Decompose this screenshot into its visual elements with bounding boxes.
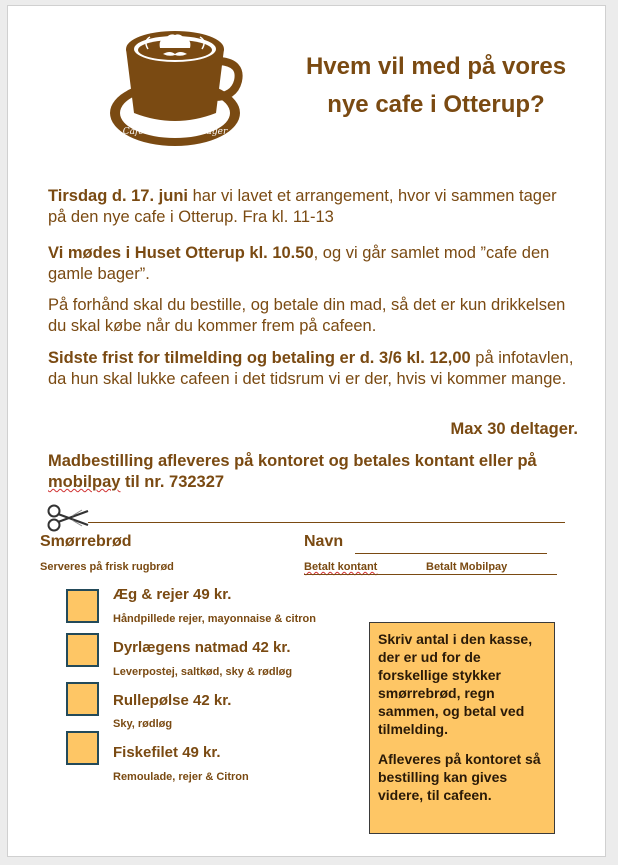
paragraph-prepay: På forhånd skal du bestille, og betale din mad, så det er kun drikkelsen du skal købe når du kommer frem på cafeen. bbox=[48, 296, 566, 335]
max-participants: Max 30 deltager. bbox=[450, 420, 578, 438]
form-subheading: Serveres på frisk rugbrød bbox=[40, 561, 174, 573]
paid-cash-label: Betalt kontant bbox=[304, 561, 378, 573]
paid-line bbox=[304, 574, 557, 575]
order-instructions bbox=[48, 451, 578, 493]
qty-box-rullepoelse[interactable] bbox=[66, 682, 99, 716]
item-title: Dyrlægens natmad 42 kr. bbox=[113, 639, 291, 656]
qty-box-fiskefilet[interactable] bbox=[66, 731, 99, 765]
item-desc: Sky, rødløg bbox=[113, 718, 173, 730]
title-line-2: nye cafe i Otterup? bbox=[327, 91, 545, 118]
instructions-note bbox=[369, 622, 555, 834]
order-text-a: Madbestilling afleveres på kontoret og betales kontant eller på bbox=[48, 452, 537, 470]
date-rest: har vi lavet et arrangement, hvor vi sammen tager på den nye cafe i Otterup. Fra kl. 11-13 bbox=[48, 187, 557, 226]
deadline-rest: på infotavlen, da hun skal lukke cafeen i det tidsrum vi er der, hvis vi kommer mange. bbox=[48, 349, 574, 388]
qty-box-aeg-rejer[interactable] bbox=[66, 589, 99, 623]
item-title: Æg & rejer 49 kr. bbox=[113, 586, 232, 603]
document-page bbox=[7, 5, 606, 857]
scissors-icon bbox=[46, 502, 90, 534]
meeting-bold: Vi mødes i Huset Otterup kl. 10.50 bbox=[48, 244, 314, 262]
form-heading: Smørrebrød bbox=[40, 533, 132, 550]
paragraph-meeting bbox=[48, 243, 578, 285]
deadline-bold: Sidste frist for tilmelding og betaling er d. 3/6 kl. 12,00 bbox=[48, 349, 471, 367]
order-mobilpay: mobilpay bbox=[48, 473, 121, 491]
item-desc: Remoulade, rejer & Citron bbox=[113, 771, 249, 783]
item-desc: Håndpillede rejer, mayonnaise & citron bbox=[113, 613, 316, 625]
logo-text: Café Den Gamle Bager bbox=[122, 127, 228, 137]
item-desc: Leverpostej, saltkød, sky & rødløg bbox=[113, 666, 293, 678]
name-line[interactable] bbox=[355, 553, 547, 554]
date-bold: Tirsdag d. 17. juni bbox=[48, 187, 188, 205]
page-title bbox=[286, 48, 586, 124]
item-title: Rullepølse 42 kr. bbox=[113, 692, 232, 709]
cut-line bbox=[88, 522, 565, 523]
note-paragraph-1: Skriv antal i den kasse, der er ud for de forskellige stykker smørrebrød, regn sammen, og betal ved tilmelding. bbox=[378, 631, 533, 737]
qty-box-dyrlaegens-natmad[interactable] bbox=[66, 633, 99, 667]
title-line-1: Hvem vil med på vores bbox=[305, 53, 567, 80]
name-label: Navn bbox=[304, 533, 344, 550]
paid-mobilpay-label: Betalt Mobilpay bbox=[426, 561, 508, 573]
item-title: Fiskefilet 49 kr. bbox=[113, 744, 221, 761]
cafe-logo bbox=[108, 21, 243, 149]
note-paragraph-2: Afleveres på kontoret så bestilling kan gives videre, til cafeen. bbox=[378, 751, 541, 803]
order-text-b: til nr. 732327 bbox=[120, 473, 225, 491]
paragraph-date bbox=[48, 186, 578, 228]
paragraph-deadline bbox=[48, 348, 578, 390]
meeting-rest: , og vi går samlet mod ”cafe den gamle bager”. bbox=[48, 244, 550, 283]
